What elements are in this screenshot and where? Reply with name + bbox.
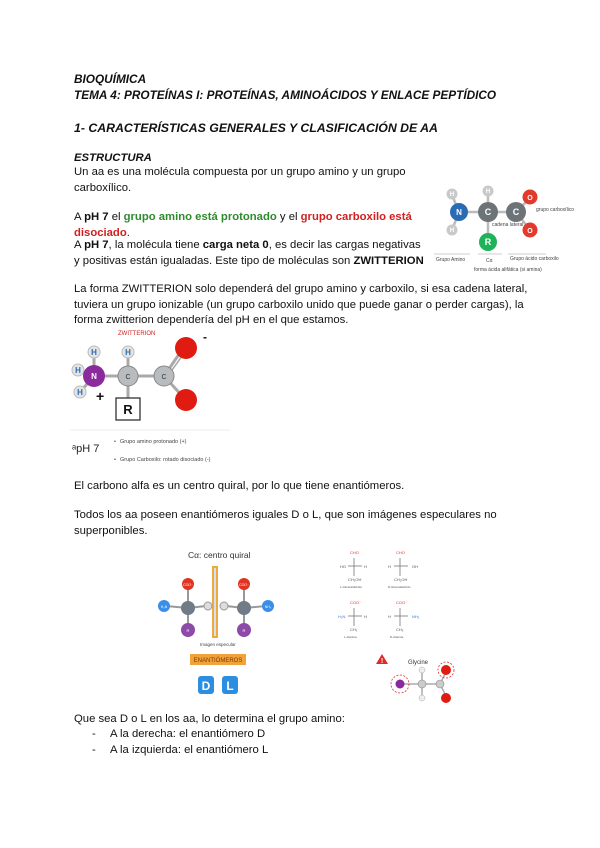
svg-text:•: • xyxy=(114,457,116,463)
svg-text:-: - xyxy=(203,330,207,344)
zwitterion-figure xyxy=(70,326,230,472)
svg-text:H: H xyxy=(449,192,455,198)
intro-paragraph: Un aa es una molécula compuesta por un grupo amino y un grupo carboxílico. xyxy=(74,166,406,194)
charge-ph: pH 7 xyxy=(84,239,109,251)
enantiomeros-banner: ENANTIÓMEROS xyxy=(193,658,243,664)
ph-paragraph xyxy=(74,210,414,241)
svg-text:CH₂OH: CH₂OH xyxy=(348,577,362,582)
svg-text:forma ácida alifática (si amin: forma ácida alifática (si amina) xyxy=(474,267,542,273)
l-badge: L xyxy=(226,679,234,693)
svg-text:COO⁻: COO⁻ xyxy=(396,600,408,605)
svg-text:N: N xyxy=(456,208,462,217)
charge-mid: , la molécula tiene xyxy=(108,239,200,251)
svg-text:Grupo amino protonado (+): Grupo amino protonado (+) xyxy=(120,439,187,445)
svg-text:H: H xyxy=(364,564,367,569)
list-item: - A la derecha: el enantiómero D xyxy=(74,727,534,743)
svg-text:OH: OH xyxy=(412,564,418,569)
svg-text:C: C xyxy=(125,374,131,381)
svg-text:Cα: centro quiral: Cα: centro quiral xyxy=(188,550,251,560)
svg-text:R: R xyxy=(123,402,133,417)
svg-text:COO⁻: COO⁻ xyxy=(183,583,193,587)
chiral-center-figure xyxy=(148,546,284,698)
svg-text:Grupo Amino: Grupo Amino xyxy=(436,257,466,263)
ph-value: pH 7 xyxy=(84,211,109,223)
section-title: 1- CARACTERÍSTICAS GENERALES Y CLASIFICACIÓN DE AA xyxy=(74,121,438,135)
svg-text:H₃N: H₃N xyxy=(338,614,346,619)
enantiomer-list xyxy=(74,727,534,758)
svg-text:NH₃: NH₃ xyxy=(412,614,420,619)
svg-text:O: O xyxy=(527,195,533,202)
svg-text:HO: HO xyxy=(340,564,346,569)
svg-text:O: O xyxy=(527,228,533,235)
svg-text:Cα: Cα xyxy=(486,258,493,264)
estructura-title: ESTRUCTURA xyxy=(74,152,152,164)
fischer-projections-figure xyxy=(338,546,444,646)
carga-neta: carga neta 0 xyxy=(202,239,269,251)
ph-y-el: y el xyxy=(279,211,298,223)
svg-text:Imagen especular: Imagen especular xyxy=(200,642,236,647)
svg-text:H: H xyxy=(125,348,131,357)
ph-el: el xyxy=(111,211,121,223)
svg-text:L-Alanina: L-Alanina xyxy=(344,635,357,639)
glycine-figure xyxy=(374,652,460,708)
subject-title: BIOQUÍMICA xyxy=(74,72,147,86)
svg-text:Grupo Carboxilo: rotado disoci: Grupo Carboxilo: rotado disociado (-) xyxy=(120,457,211,463)
svg-text:H₃N: H₃N xyxy=(160,605,168,609)
topic-title: TEMA 4: PROTEÍNAS I: PROTEÍNAS, AMINOÁCIDOS Y ENLACE PEPTÍDICO xyxy=(74,88,497,102)
svg-text:C: C xyxy=(512,207,520,217)
charge-a: A xyxy=(74,239,81,251)
zwitterion-fig-title: ZWITTERION xyxy=(118,331,156,337)
svg-text:H: H xyxy=(91,348,97,357)
charge-paragraph xyxy=(74,238,426,269)
ph-a: A xyxy=(74,211,81,223)
quiral-paragraph: El carbono alfa es un centro quiral, por lo que tiene enantiómeros. xyxy=(74,480,405,492)
svg-text:L-Gliceraldehído: L-Gliceraldehído xyxy=(340,585,363,589)
amino-acid-structure-figure xyxy=(430,178,575,276)
svg-text:Grupo ácido carboxilo: Grupo ácido carboxilo xyxy=(510,256,559,262)
svg-text:CHO: CHO xyxy=(396,550,405,555)
svg-text:H: H xyxy=(485,189,491,195)
svg-text:ᵃpH 7: ᵃpH 7 xyxy=(72,443,100,455)
list-item: - A la izquierda: el enantiómero L xyxy=(74,743,534,759)
svg-text:CHO: CHO xyxy=(350,550,359,555)
svg-text:H: H xyxy=(364,614,367,619)
svg-text:cadena lateral: cadena lateral xyxy=(492,222,524,228)
enantiomers-paragraph: Todos los aa poseen enantiómeros iguales D o L, que son imágenes especulares no superponibles. xyxy=(74,509,497,537)
svg-text:H: H xyxy=(449,228,455,234)
svg-text:CH₂OH: CH₂OH xyxy=(394,577,408,582)
svg-text:+: + xyxy=(96,388,105,404)
svg-text:grupo carboxílico: grupo carboxílico xyxy=(536,207,575,213)
svg-text:NH₃: NH₃ xyxy=(264,605,272,609)
amino-determines-paragraph: Que sea D o L en los aa, lo determina el grupo amino: xyxy=(74,713,345,725)
svg-text:•: • xyxy=(114,439,116,445)
svg-text:CH₃: CH₃ xyxy=(350,627,358,632)
svg-text:D-Alanina: D-Alanina xyxy=(390,635,404,639)
carboxilo-disociado: grupo carboxilo está disociado xyxy=(74,211,412,239)
svg-text:!: ! xyxy=(380,658,384,665)
svg-text:N: N xyxy=(91,372,97,381)
svg-text:R: R xyxy=(186,628,190,633)
svg-text:COO⁻: COO⁻ xyxy=(350,600,362,605)
svg-text:D-Gliceraldehído: D-Gliceraldehído xyxy=(388,585,411,589)
charge-rest: , es decir las cargas negativas y positivas están igualadas. Este tipo de moléculas son xyxy=(74,239,421,267)
svg-text:CH₃: CH₃ xyxy=(396,627,404,632)
svg-text:H: H xyxy=(388,614,391,619)
zwitterion-paragraph: La forma ZWITTERION solo dependerá del grupo amino y carboxilo, si esa cadena lateral, tuviera un grupo ionizable (un grupo carboxilo unido que puede ganar o perder cargas), la forma zwitterion dependería del pH en el que estamos. xyxy=(74,283,528,326)
svg-text:H: H xyxy=(75,366,81,375)
amino-protonado: grupo amino está protonado xyxy=(123,211,277,223)
d-badge: D xyxy=(201,679,211,693)
svg-text:Glycine: Glycine xyxy=(408,660,429,666)
svg-text:COO⁻: COO⁻ xyxy=(239,583,249,587)
svg-text:H: H xyxy=(77,388,83,397)
svg-text:C: C xyxy=(484,207,492,217)
ph-dot: . xyxy=(126,226,130,239)
svg-text:R: R xyxy=(484,237,492,247)
svg-text:H: H xyxy=(388,564,391,569)
svg-text:R: R xyxy=(242,628,246,633)
zwitterion-word: ZWITTERION xyxy=(353,254,424,267)
svg-text:C: C xyxy=(161,374,167,381)
